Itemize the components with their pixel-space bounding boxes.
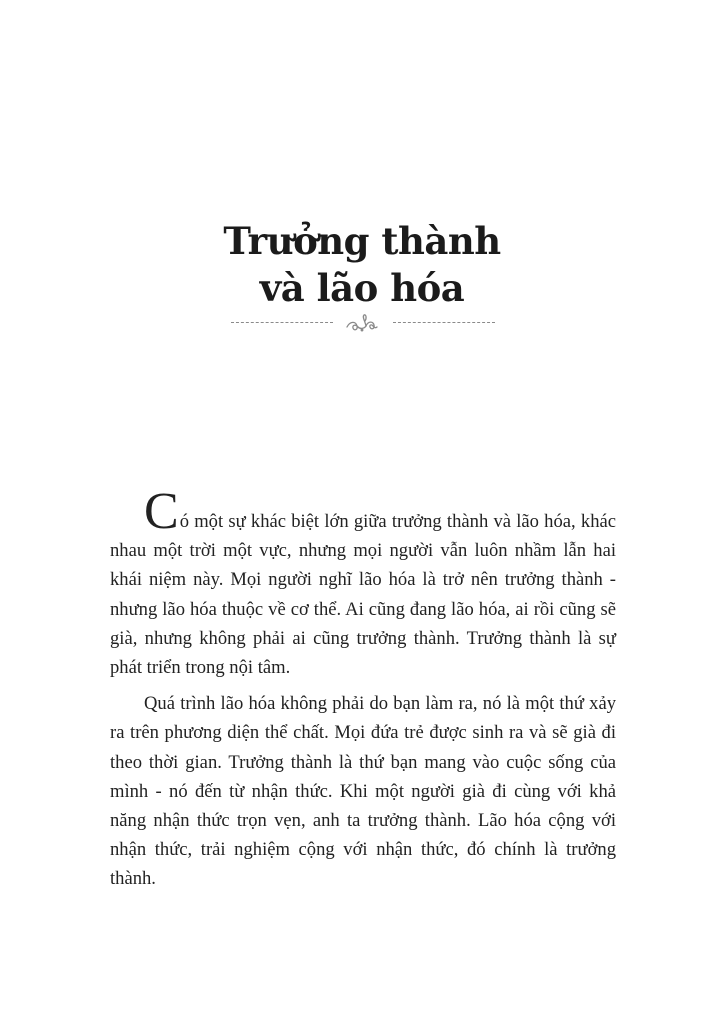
drop-cap: C [144,483,179,540]
dashed-rule-left [231,322,333,323]
paragraph-2: Quá trình lão hóa không phải do bạn làm ra, nó là một thứ xảy ra trên phương diện thể chất. Mọi đứa trẻ được sinh ra và sẽ già đi theo thời gian. Trưởng thành là thứ bạn mang vào cuộc sống của mình - nó đến từ nhận thức. Khi một người già đi cùng với khả năng nhận thức trọn vẹn, anh ta trưởng thành. Lão hóa cộng với nhận thức, trải nghiệm cộng với nhận thức, đó chính là trưởng thành. [110,693,616,890]
paragraph-1-text: ó một sự khác biệt lớn giữa trưởng thành và lão hóa, khác nhau một trời một vực, nhưng mọi người vẫn luôn nhầm lẫn hai khái niệm này. Mọi người nghĩ lão hóa là trở nên trưởng thành - nhưng lão hóa thuộc về cơ thể. Ai cũng đang lão hóa, ai rồi cũng sẽ già, nhưng không phải ai cũng trưởng thành. Trưởng thành là sự phát triển trong nội tâm. [110,511,616,679]
dashed-rule-right [393,322,495,323]
chapter-title-line-2: và lão hóa [259,266,465,310]
body-text [110,483,616,894]
chapter-title-line-1: Trưởng thành [223,219,501,263]
flourish-icon [343,312,381,334]
title-ornament-divider [0,312,724,334]
chapter-title [0,218,724,312]
paragraph-1 [110,483,616,682]
